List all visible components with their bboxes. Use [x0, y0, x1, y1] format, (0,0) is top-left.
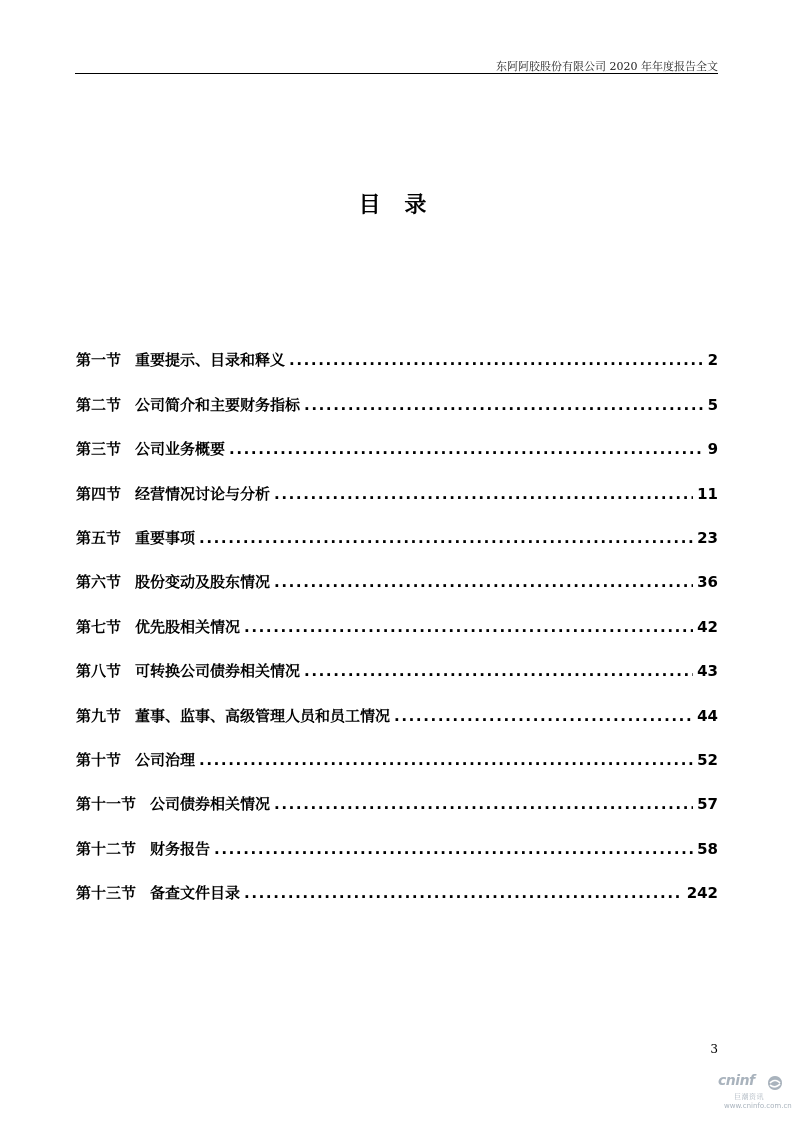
- toc-entry-9[interactable]: [76, 683, 718, 727]
- toc-page-number: 44: [697, 706, 718, 725]
- toc-entry-8[interactable]: [76, 639, 718, 683]
- toc-leader-dots: [274, 570, 693, 594]
- toc-section-title: 重要事项: [135, 528, 196, 547]
- toc-entry-4[interactable]: [76, 461, 718, 505]
- toc-section-title: 公司简介和主要财务指标: [135, 395, 301, 414]
- cninfo-logo: [718, 1073, 792, 1113]
- toc-page-number: 58: [697, 839, 718, 858]
- toc-leader-dots: [214, 837, 693, 861]
- toc-section-title: 优先股相关情况: [135, 617, 241, 636]
- toc-entry-6[interactable]: [76, 550, 718, 594]
- toc-section-title: 经营情况讨论与分析: [135, 484, 271, 503]
- toc-page-number: 57: [697, 795, 718, 814]
- toc-leader-dots: [394, 704, 693, 728]
- toc-section-number: 第一节: [76, 351, 122, 370]
- toc-entry-10[interactable]: [76, 728, 718, 772]
- toc-entry-3[interactable]: [76, 417, 718, 461]
- toc-page-number: 43: [697, 662, 718, 681]
- toc-section-number: 第五节: [76, 528, 122, 547]
- toc-section-number: 第四节: [76, 484, 122, 503]
- toc-page-number: 23: [697, 528, 718, 547]
- header-rule: [75, 73, 718, 74]
- toc-section-number: 第八节: [76, 662, 122, 681]
- toc-entry-13[interactable]: [76, 861, 718, 905]
- toc-leader-dots: [289, 348, 704, 372]
- toc-section-number: 第九节: [76, 706, 122, 725]
- toc-page-number: 242: [686, 884, 718, 903]
- toc-section-title: 公司治理: [135, 750, 196, 769]
- logo-wordmark: cninf: [718, 1073, 755, 1089]
- toc-page-number: 52: [697, 750, 718, 769]
- toc-section-title: 备查文件目录: [150, 884, 241, 903]
- toc-page-number: 42: [697, 617, 718, 636]
- toc-section-title: 重要提示、目录和释义: [135, 351, 286, 370]
- toc-section-number: 第十二节: [76, 839, 137, 858]
- toc-leader-dots: [199, 526, 693, 550]
- toc-page-number: 9: [707, 440, 718, 459]
- cninfo-logo-icon: [767, 1075, 783, 1091]
- toc-leader-dots: [229, 437, 704, 461]
- toc-leader-dots: [304, 659, 693, 683]
- toc-leader-dots: [244, 881, 683, 905]
- toc-section-number: 第二节: [76, 395, 122, 414]
- running-header: 东阿阿胶股份有限公司 2020 年年度报告全文: [496, 60, 718, 73]
- toc-leader-dots: [274, 792, 693, 816]
- toc-section-number: 第六节: [76, 573, 122, 592]
- toc-leader-dots: [244, 615, 693, 639]
- toc-entry-12[interactable]: [76, 816, 718, 860]
- toc-leader-dots: [304, 393, 704, 417]
- toc-page-number: 11: [697, 484, 718, 503]
- toc-page-number: 36: [697, 573, 718, 592]
- page-number: 3: [710, 1042, 718, 1056]
- toc-section-title: 公司债券相关情况: [150, 795, 271, 814]
- toc-leader-dots: [199, 748, 693, 772]
- toc-leader-dots: [274, 482, 693, 506]
- toc-section-number: 第十节: [76, 750, 122, 769]
- toc-section-title: 董事、监事、高级管理人员和员工情况: [135, 706, 391, 725]
- logo-chinese-name: 巨潮资讯: [734, 1093, 764, 1101]
- toc-entry-5[interactable]: [76, 506, 718, 550]
- toc-section-title: 公司业务概要: [135, 440, 226, 459]
- toc-section-number: 第十一节: [76, 795, 137, 814]
- toc-entry-2[interactable]: [76, 372, 718, 416]
- toc-section-title: 可转换公司债券相关情况: [135, 662, 301, 681]
- toc-entry-1[interactable]: [76, 328, 718, 372]
- logo-url: www.cninfo.com.cn: [724, 1102, 792, 1110]
- toc-page-number: 2: [707, 351, 718, 370]
- toc-section-title: 股份变动及股东情况: [135, 573, 271, 592]
- table-of-contents: [76, 328, 718, 905]
- toc-section-number: 第七节: [76, 617, 122, 636]
- toc-section-title: 财务报告: [150, 839, 211, 858]
- toc-entry-7[interactable]: [76, 594, 718, 638]
- page-title: 目 录: [358, 193, 435, 218]
- toc-entry-11[interactable]: [76, 772, 718, 816]
- toc-page-number: 5: [707, 395, 718, 414]
- toc-section-number: 第三节: [76, 440, 122, 459]
- toc-section-number: 第十三节: [76, 884, 137, 903]
